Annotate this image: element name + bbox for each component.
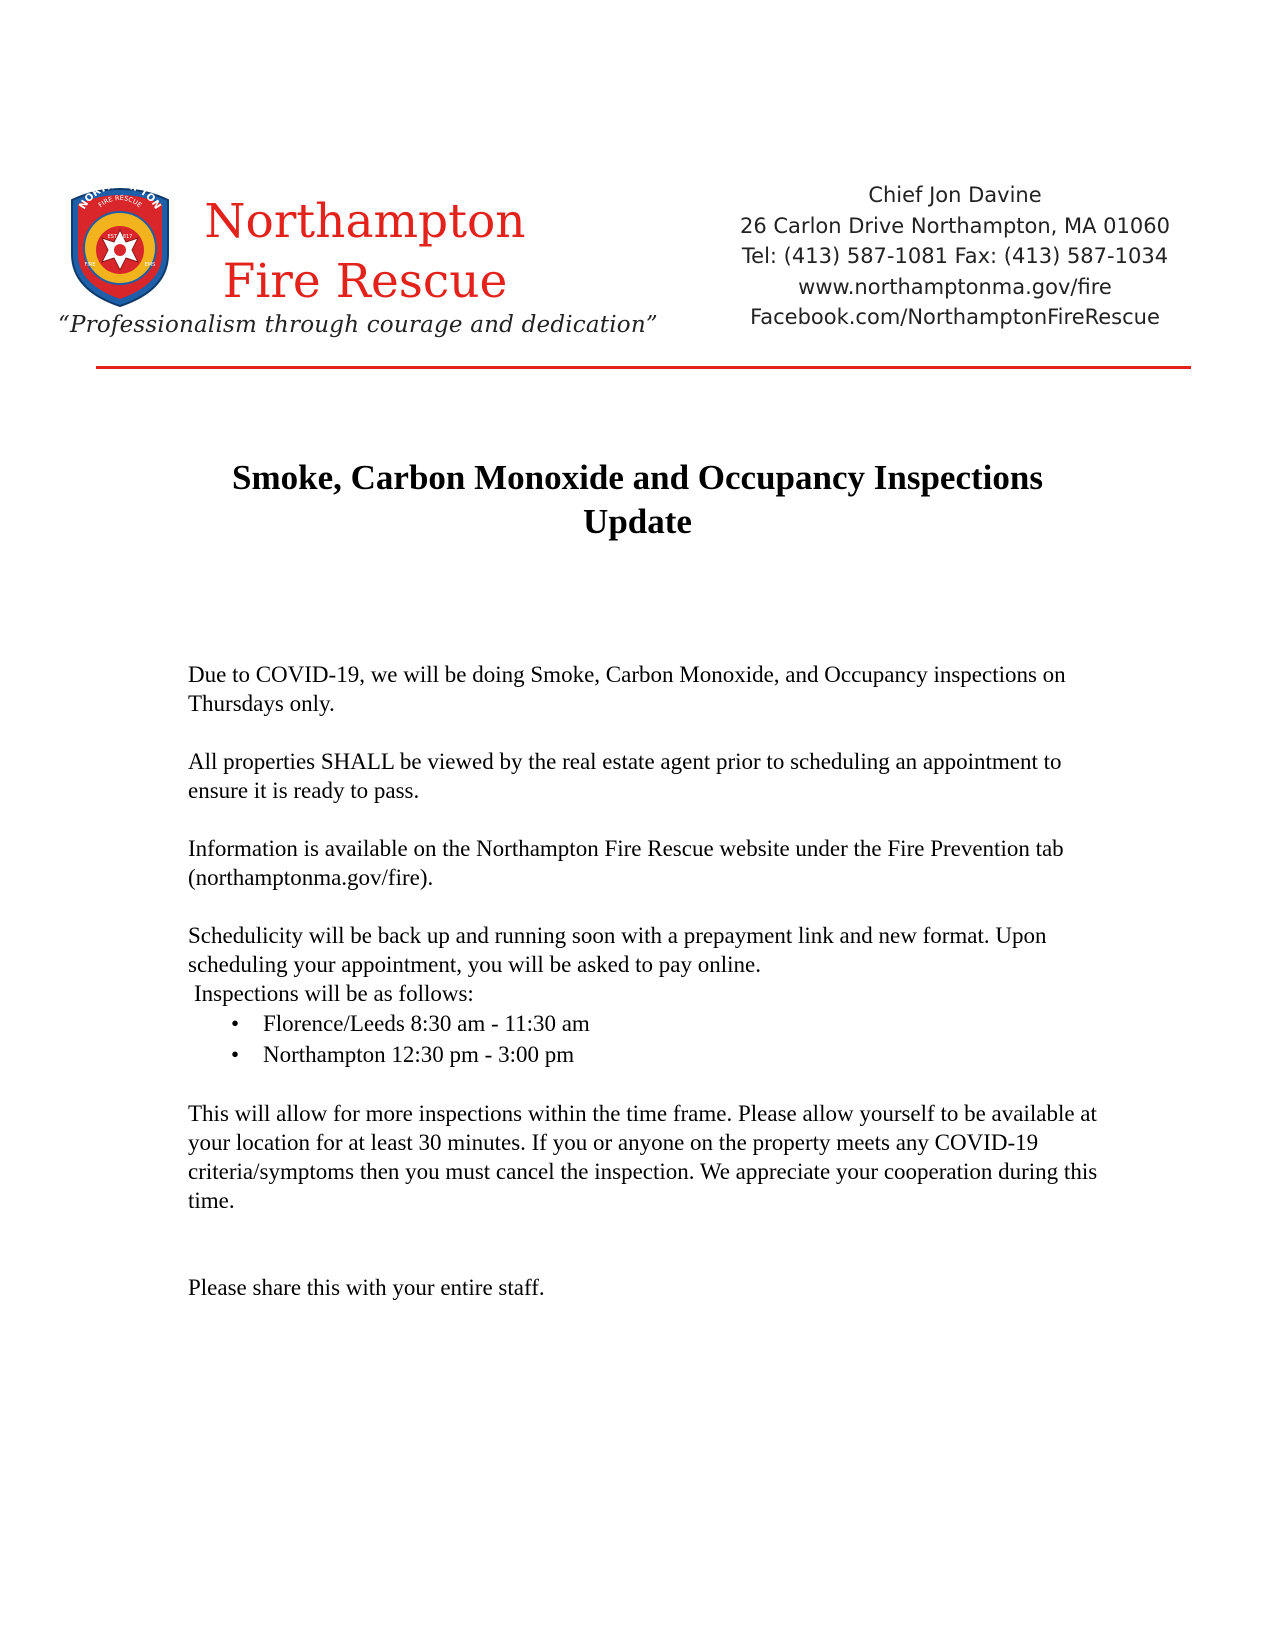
schedule-list: [188, 1008, 1108, 1070]
paragraph-schedulicity: Schedulicity will be back up and running soon with a prepayment link and new format. Upon scheduling your appointment, you will be asked to pay online.: [188, 923, 1047, 977]
paragraph-covid-schedule: Due to COVID-19, we will be doing Smoke, Carbon Monoxide, and Occupancy inspections on Thursdays only.: [188, 662, 1066, 716]
bullet-icon: •: [231, 1042, 240, 1067]
header-divider: [96, 366, 1191, 369]
chief-name: Chief Jon Davine: [868, 183, 1042, 207]
facebook-page: Facebook.com/NorthamptonFireRescue: [750, 305, 1160, 329]
fire-rescue-logo: [64, 182, 176, 308]
organization-name-line2: Fire Rescue: [222, 254, 508, 309]
logo-ring-text: NORTHAMPTON: [77, 182, 163, 212]
bullet-icon: •: [231, 1011, 240, 1036]
schedule-item-text: Northampton 12:30 pm - 3:00 pm: [263, 1042, 575, 1067]
organization-name-line1: Northampton: [204, 194, 526, 249]
fire-department-badge-icon: [64, 182, 176, 308]
logo-right-label: EMS: [144, 262, 156, 268]
paragraph-share: Please share this with your entire staff.: [188, 1275, 545, 1300]
paragraph-schedule-intro: Inspections will be as follows:: [194, 981, 474, 1006]
list-item: [188, 1008, 1108, 1039]
contact-block: [695, 180, 1215, 333]
logo-left-label: FIRE: [84, 262, 96, 268]
motto: “Professionalism through courage and dedication”: [58, 312, 658, 338]
list-item: [188, 1039, 1108, 1070]
title-line1: Smoke, Carbon Monoxide and Occupancy Inspections: [232, 458, 1043, 497]
address: 26 Carlon Drive Northampton, MA 01060: [740, 213, 1170, 238]
title-line2: Update: [583, 502, 692, 541]
organization-name: [180, 192, 550, 312]
paragraph-inspection-notes: This will allow for more inspections within the time frame. Please allow yourself to be available at your location for at least 30 minutes. If you or anyone on the property meets any COVID-19 criteria/symptoms then you must cancel the inspection. We appreciate your cooperation during this time.: [188, 1101, 1098, 1213]
phone-fax: Tel: (413) 587-1081 Fax: (413) 587-1034: [741, 244, 1169, 268]
paragraph-website-info: Information is available on the Northampton Fire Rescue website under the Fire Prevention tab (northamptonma.gov/fire).: [188, 836, 1064, 890]
document-body: [188, 660, 1108, 1331]
document-title: [100, 456, 1175, 544]
schedule-item-text: Florence/Leeds 8:30 am - 11:30 am: [263, 1011, 590, 1036]
website: www.northamptonma.gov/fire: [798, 274, 1112, 299]
logo-subring-text: FIRE RESCUE: [96, 193, 144, 210]
paragraph-property-viewing: All properties SHALL be viewed by the real estate agent prior to scheduling an appointment to ensure it is ready to pass.: [188, 749, 1062, 803]
logo-est-text: EST. 1817: [107, 234, 133, 240]
